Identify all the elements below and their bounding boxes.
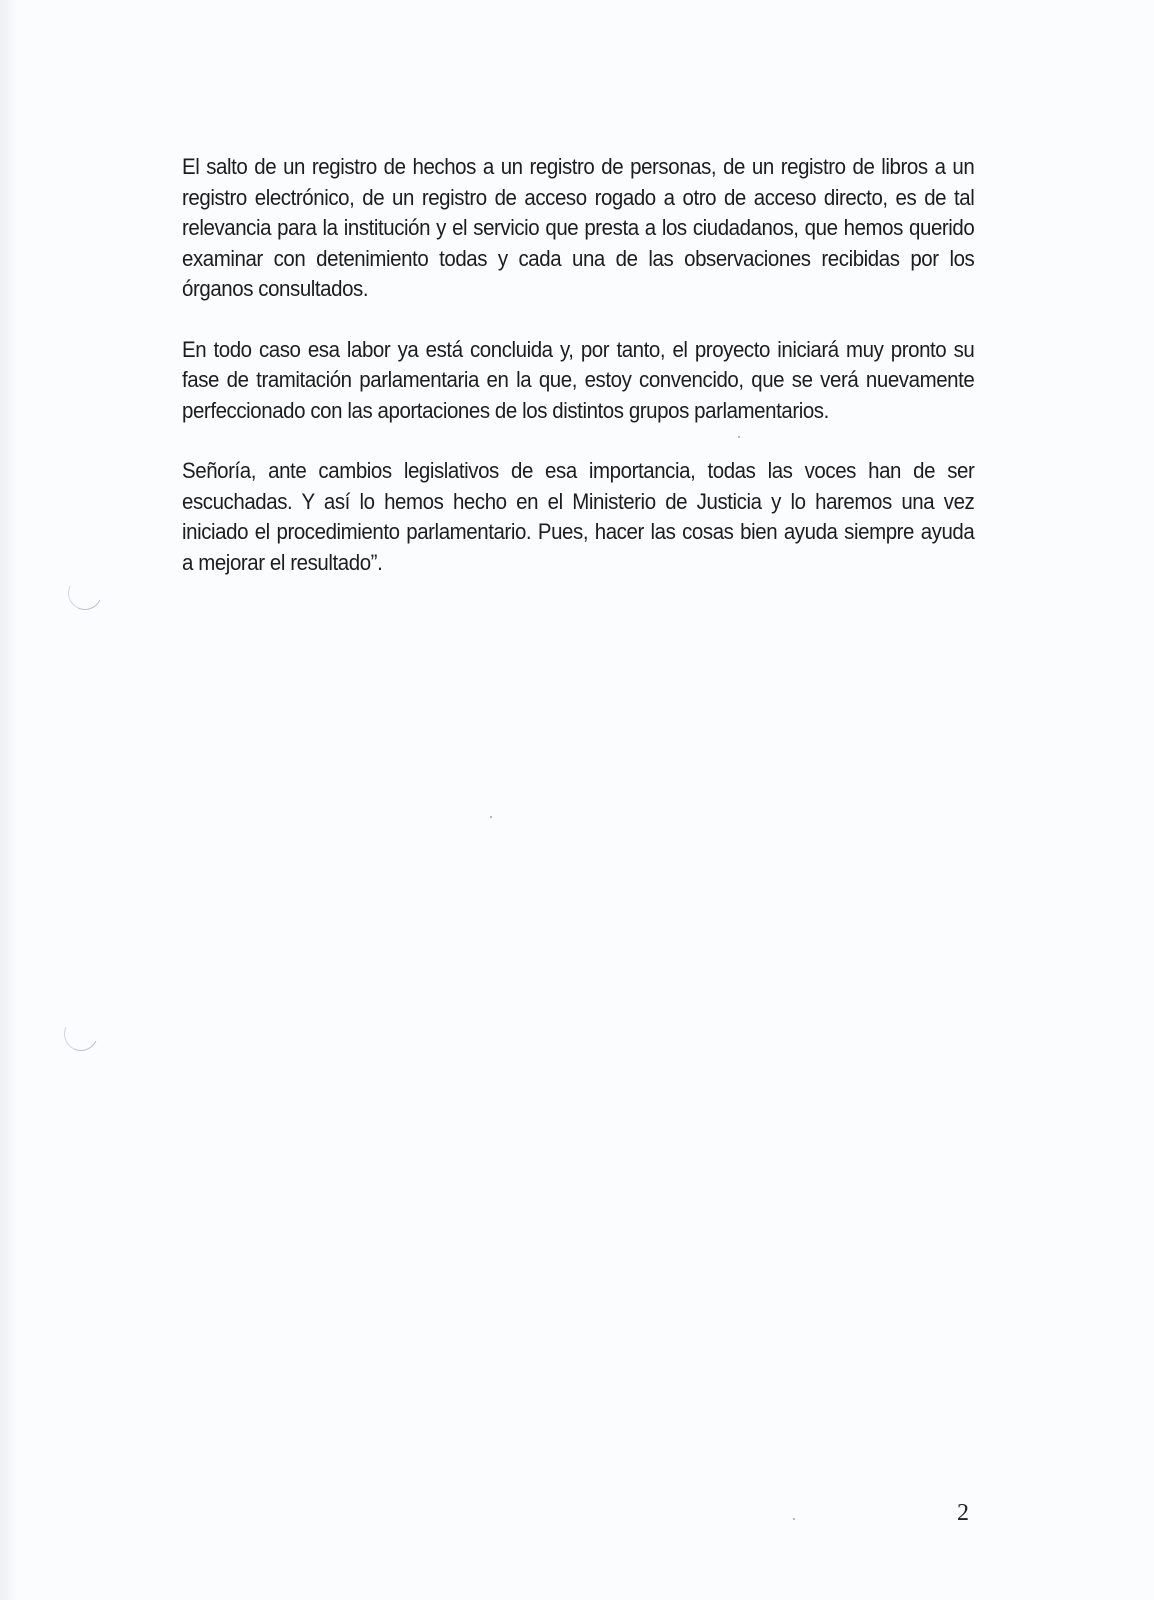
body-text	[182, 152, 975, 608]
scan-speck	[490, 816, 492, 818]
scan-speck	[793, 1518, 795, 1520]
punch-hole-mark	[59, 1012, 103, 1056]
paragraph-3: Señoría, ante cambios legislativos de esa importancia, todas las voces han de ser escuchadas. Y así lo hemos hecho en el Ministerio de Justicia y lo haremos una vez iniciado el procedimiento parlamentario. Pues, hacer las cosas bien ayuda siempre ayuda a mejorar el resultado”.	[182, 458, 975, 575]
paragraph-2: En todo caso esa labor ya está concluida y, por tanto, el proyecto iniciará muy pronto su fase de tramitación parlamentaria en la que, estoy convencido, que se verá nuevamente perfeccionado con las aportaciones de los distintos grupos parlamentarios.	[182, 336, 975, 423]
paragraph-1: El salto de un registro de hechos a un registro de personas, de un registro de libros a un registro electrónico, de un registro de acceso rogado a otro de acceso directo, es de tal relevancia para la institución y el servicio que presta a los ciudadanos, que hemos querido examinar con detenimiento todas y cada una de las observaciones recibidas por los órganos consultados.	[182, 154, 975, 301]
punch-hole-mark	[63, 571, 107, 615]
scan-edge-shadow	[0, 0, 18, 1600]
page-number: 2	[957, 1500, 969, 1526]
